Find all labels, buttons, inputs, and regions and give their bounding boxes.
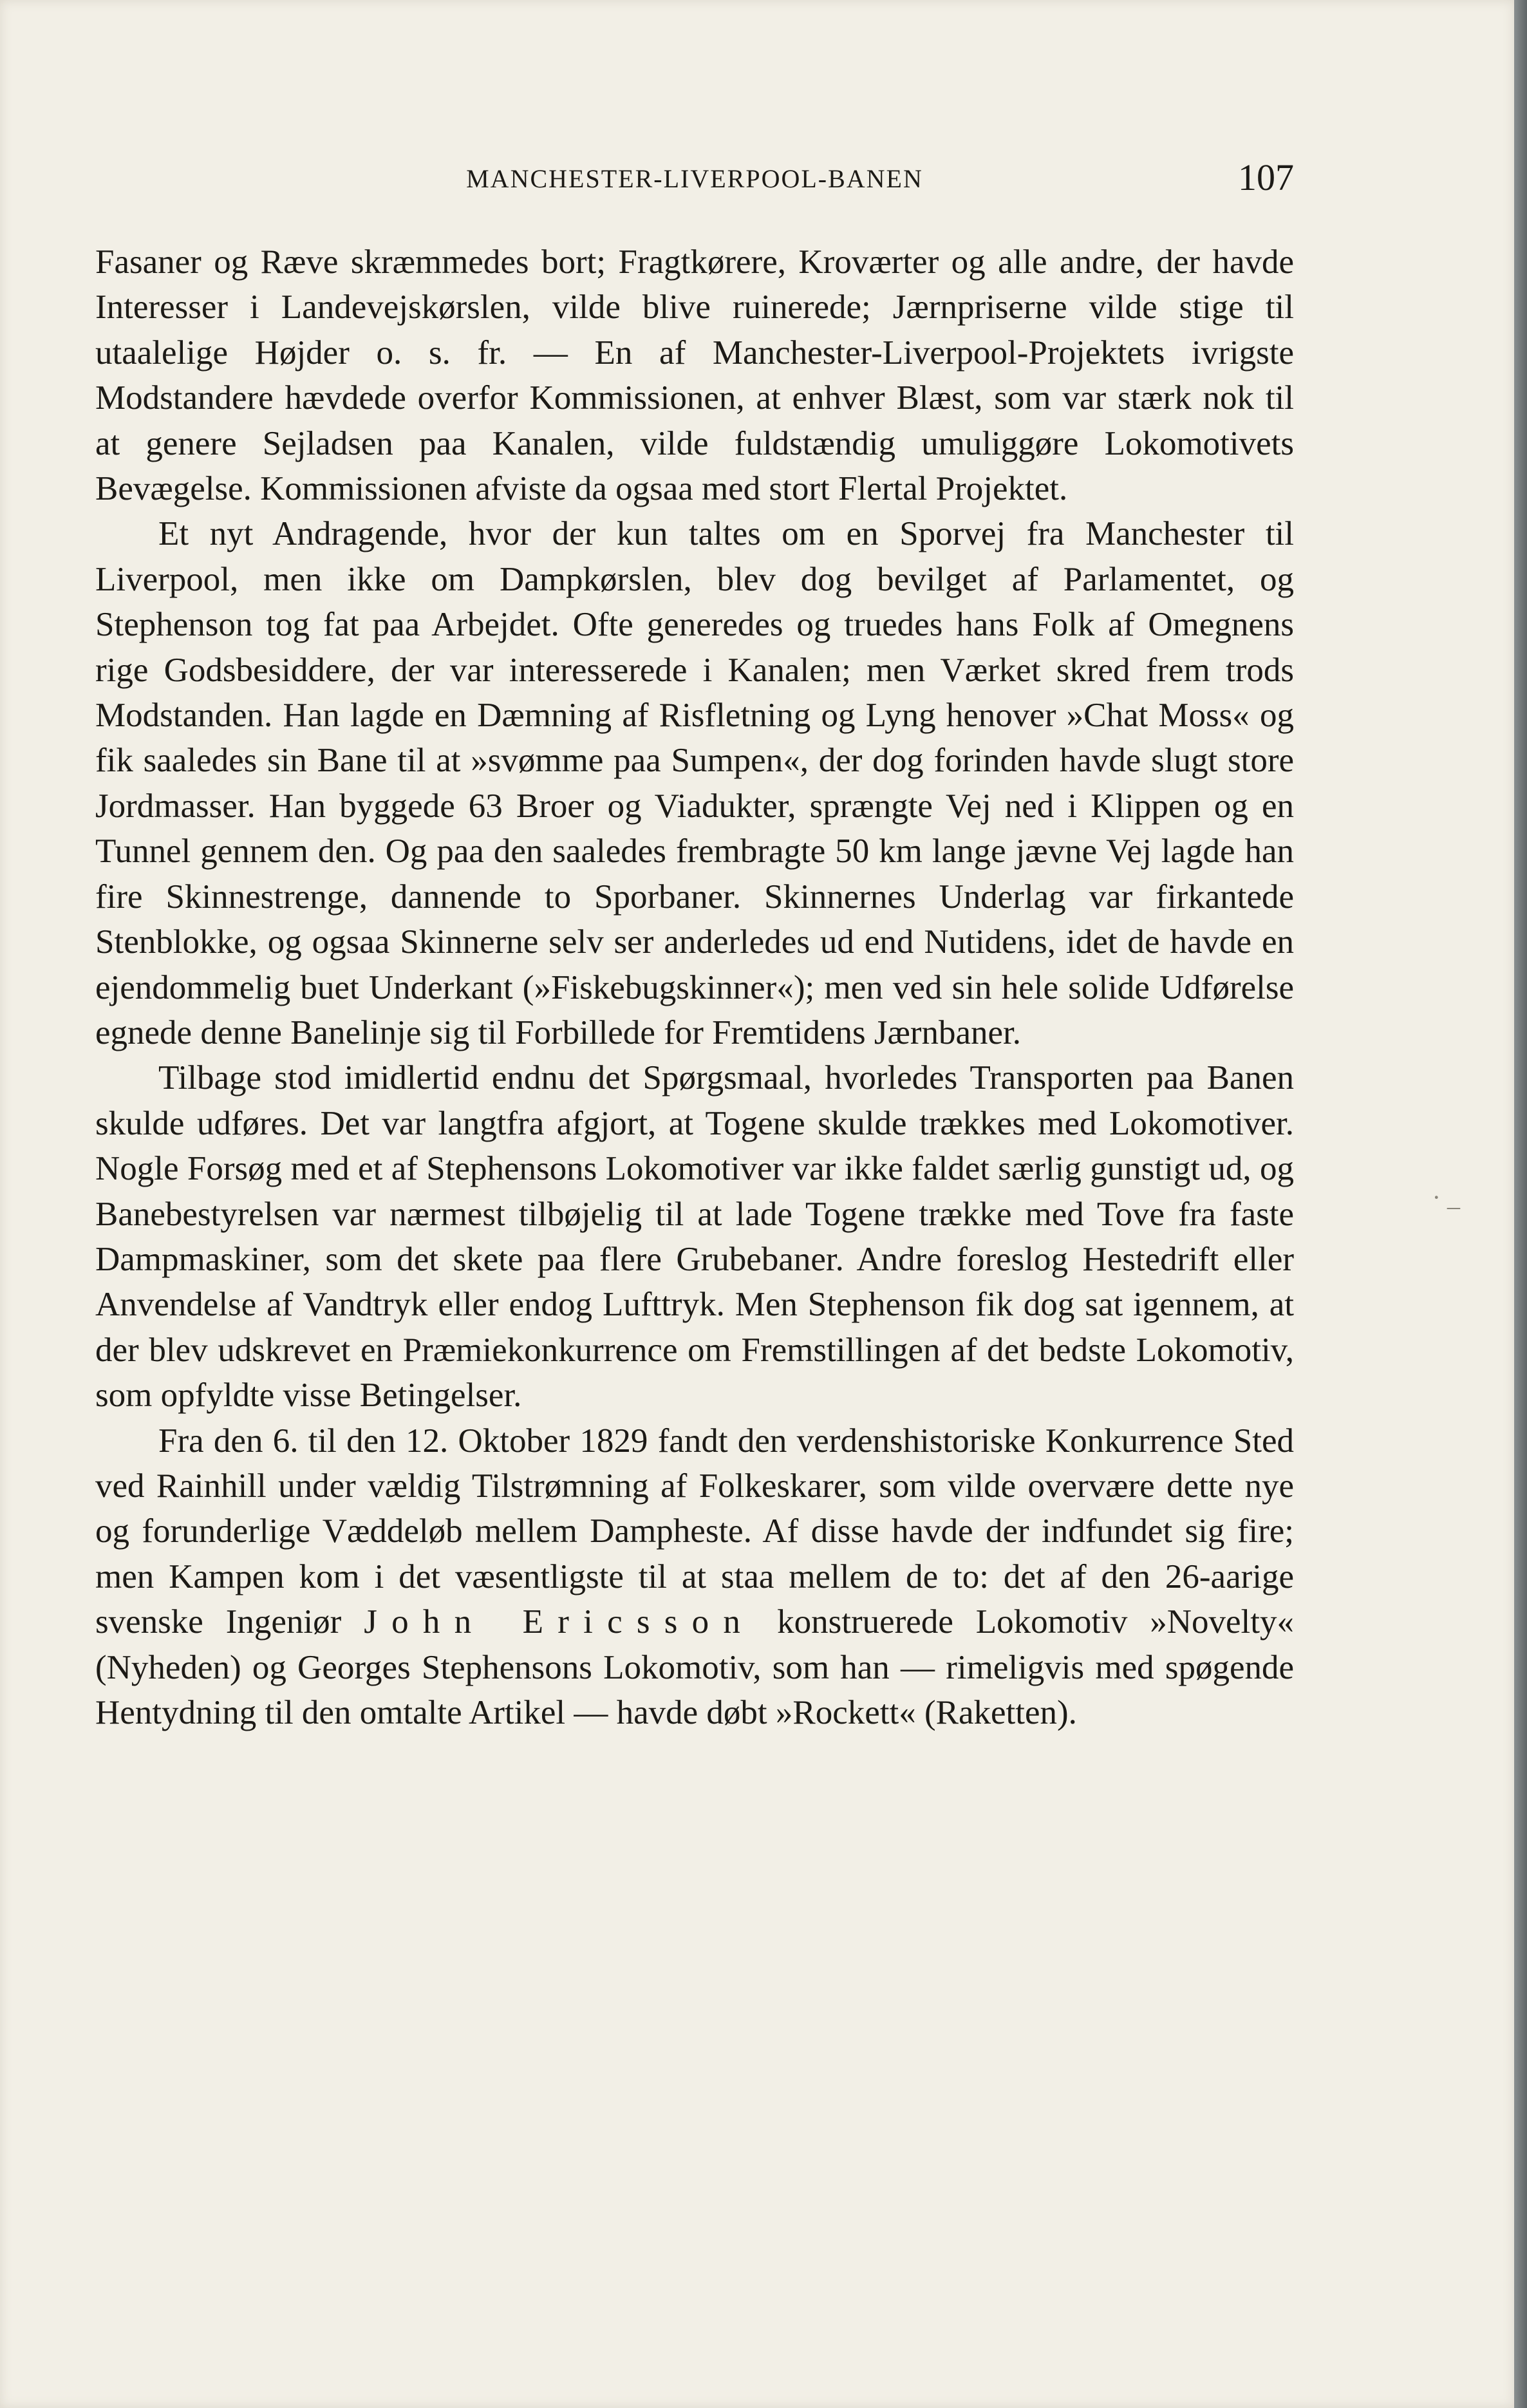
paragraph-1: Fasaner og Ræve skræmmedes bort; Fragtkørere, Kroværter og alle andre, der havde Interesser i Landevejskørslen, vilde blive ruinerede; Jærnpriserne vilde stige til utaalelige Højder o. s. fr. — En af Manchester-Liverpool-Projektets ivrigste Modstandere hævdede overfor Kommissionen, at enhver Blæst, som var stærk nok til at genere Sejladsen paa Kanalen, vilde fuldstændig umuliggøre Lokomotivets Bevægelse. Kommissionen afviste da ogsaa med stort Flertal Projektet. bbox=[95, 243, 1294, 508]
paragraph-4-part-1: Fra den 6. til den 12. Oktober 1829 fandt den verdenshistoriske Konkurrence Sted ved Rainhill under vældig Tilstrømning af Folkeskarer, som vilde overvære dette nye og forunderlige Væddeløb mellem Dampheste. Af disse havde der indfundet sig fire; men Kampen kom i det væsentligste til at staa mellem de to: det af den 26-aarige svenske Ingeniør bbox=[95, 1422, 1294, 1641]
paragraph-3: Tilbage stod imidlertid endnu det Spørgsmaal, hvorledes Transporten paa Banen skulde udføres. Det var langtfra afgjort, at Togene skulde trækkes med Lokomotiver. Nogle Forsøg med et af Stephensons Lokomotiver var ikke faldet særlig gunstigt ud, og Banebestyrelsen var nærmest tilbøjelig til at lade Togene trække med Tove fra faste Dampmaskiner, som det skete paa flere Grubebaner. Andre foreslog Hestedrift eller Anvendelse af Vandtryk eller endog Lufttryk. Men Stephenson fik dog sat igennem, at der blev udskrevet en Præmiekonkurrence om Fremstillingen af det bedste Lokomotiv, som opfyldte visse Betingelser. bbox=[95, 1059, 1294, 1415]
running-title: MANCHESTER-LIVERPOOL-BANEN bbox=[466, 164, 923, 193]
running-head bbox=[95, 155, 1294, 206]
paragraph-2: Et nyt Andragende, hvor der kun taltes om en Sporvej fra Manchester til Liverpool, men ikke om Dampkørslen, blev dog bevilget af Parlamentet, og Stephenson tog fat paa Arbejdet. Ofte generedes og truedes hans Folk af Omegnens rige Godsbesiddere, der var interesserede i Kanalen; men Værket skred frem trods Modstanden. Han lagde en Dæmning af Risfletning og Lyng henover »Chat Moss« og fik saaledes sin Bane til at »svømme paa Sumpen«, der dog forinden havde slugt store Jordmasser. Han byggede 63 Broer og Viadukter, sprængte Vej ned i Klippen og en Tunnel gennem den. Og paa den saaledes frembragte 50 km lange jævne Vej lagde han fire Skinnestrenge, dannende to Sporbaner. Skinnernes Underlag var firkantede Stenblokke, og ogsaa Skinnerne selv ser anderledes ud end Nutidens, idet de havde en ejendommelig buet Underkant (»Fiskebugskinner«); men ved sin hele solide Udførelse egnede denne Banelinje sig til Forbillede for Fremtidens Jærnbaner. bbox=[95, 515, 1294, 1051]
paragraph-4-part-2: konstruerede Lokomotiv »Novelty« (Nyheden) og Georges Stephensons Lokomotiv, som han — rimeligvis med spøgende Hentydning til den omtalte Artikel — havde døbt »Rockett« (Raketten). bbox=[95, 1603, 1294, 1731]
margin-mark: · _ bbox=[1432, 1183, 1460, 1212]
spaced-name-john-ericsson: John Ericsson bbox=[364, 1603, 755, 1641]
page-number: 107 bbox=[1238, 156, 1294, 198]
body-text bbox=[95, 240, 1294, 1735]
scan-edge bbox=[1514, 0, 1527, 2408]
paragraph-4 bbox=[95, 1418, 1294, 1736]
